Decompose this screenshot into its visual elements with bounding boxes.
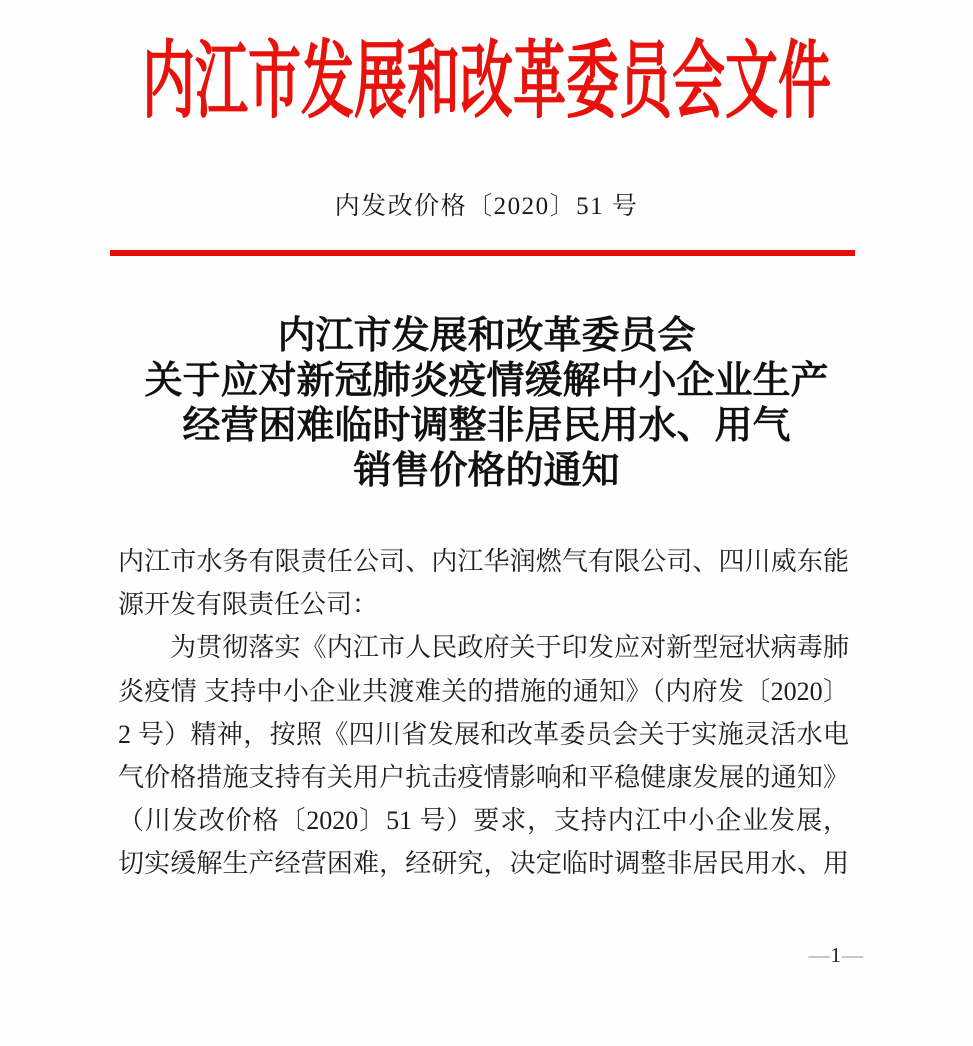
body-line: 炎疫情 支持中小企业共渡难关的措施的通知》（内府发〔2020〕 (118, 676, 849, 706)
document-body (118, 540, 849, 886)
page-number-dash-right: — (842, 943, 863, 967)
document-number: 内发改价格〔2020〕51 号 (334, 193, 639, 220)
title-line: 销售价格的通知 (353, 450, 620, 492)
title-line: 关于应对新冠肺炎疫情缓解中小企业生产 (144, 360, 829, 402)
red-separator-rule (110, 250, 855, 256)
document-title (0, 314, 973, 494)
body-line: 切实缓解生产经营困难，经研究，决定临时调整非居民用水、用 (118, 849, 849, 879)
body-line: 2 号）精神，按照《四川省发展和改革委员会关于实施灵活水电 (118, 719, 849, 749)
title-line: 经营困难临时调整非居民用水、用气 (182, 405, 791, 447)
letterhead-org-title: 内江市发展和改革委员会文件 (142, 35, 831, 129)
body-line: （川发改价格〔2020〕51 号）要求，支持内江中小企业发展， (118, 806, 849, 836)
title-line: 内江市发展和改革委员会 (277, 315, 696, 357)
page-number-value: 1 (830, 943, 841, 967)
addressee-line: 内江市水务有限责任公司、内江华润燃气有限公司、四川威东能 (118, 547, 849, 576)
letterhead (0, 26, 973, 140)
page-number-dash-left: — (808, 943, 830, 967)
page-number (809, 942, 864, 968)
body-line: 气价格措施支持有关用户抗击疫情影响和平稳健康发展的通知》 (118, 763, 849, 793)
addressee-line: 源开发有限责任公司： (118, 590, 379, 620)
body-line: 为贯彻落实《内江市人民政府关于印发应对新型冠状病毒肺 (170, 633, 849, 663)
